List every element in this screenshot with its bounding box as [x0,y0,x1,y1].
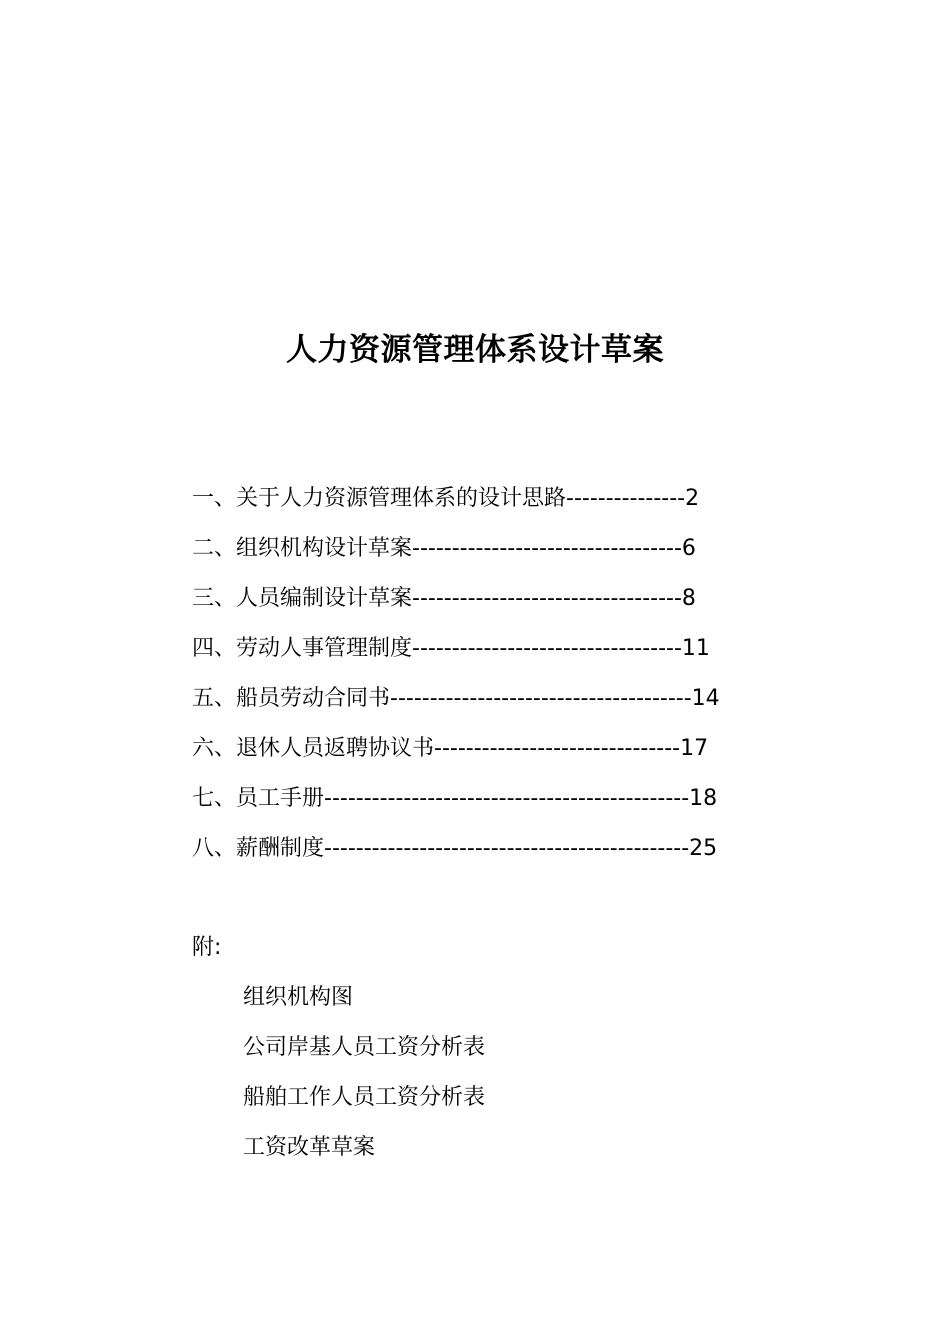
appendix-item: 组织机构图 [243,985,354,1010]
appendix-item: 公司岸基人员工资分析表 [243,1035,486,1060]
toc-entry: 六、退休人员返聘协议书-------------------------------17 [192,736,709,761]
appendix-item: 工资改革草案 [243,1135,376,1160]
toc-entry: 二、组织机构设计草案----------------------------------6 [192,536,696,561]
appendix-label: 附: [192,935,222,960]
toc-entry: 五、船员劳动合同书--------------------------------------14 [192,686,720,711]
toc-entry: 七、员工手册----------------------------------------------18 [192,786,718,811]
document-title: 人力资源管理体系设计草案 [286,332,664,368]
appendix-list [243,976,485,1176]
toc-entry: 三、人员编制设计草案----------------------------------8 [192,586,696,611]
appendix-item: 船舶工作人员工资分析表 [243,1085,486,1110]
table-of-contents [192,477,720,877]
toc-entry: 一、关于人力资源管理体系的设计思路---------------2 [192,486,700,511]
toc-entry: 四、劳动人事管理制度----------------------------------11 [192,636,710,661]
toc-entry: 八、薪酬制度----------------------------------------------25 [192,836,718,861]
